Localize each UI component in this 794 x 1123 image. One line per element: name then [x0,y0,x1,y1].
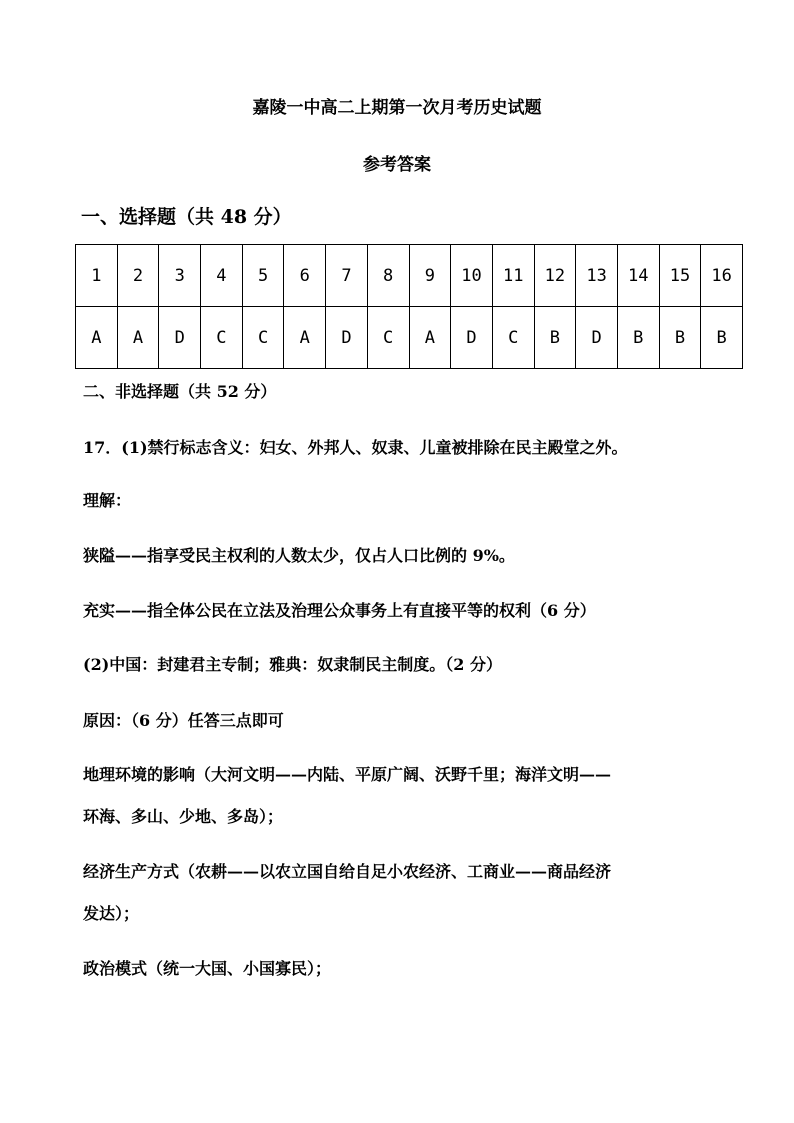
answer-cell: D [326,307,368,369]
document-subtitle: 参考答案 [363,155,431,175]
question-number-cell: 5 [242,245,284,307]
answer-cell: A [76,307,118,369]
answer-line: 原因：（6 分）任答三点即可 [83,711,284,730]
question-number-cell: 15 [659,245,701,307]
question-number-cell: 13 [576,245,618,307]
question-number-cell: 16 [701,245,743,307]
answer-line: 经济生产方式（农耕——以农立国自给自足小农经济、工商业——商品经济 [83,862,612,881]
answer-cell: D [159,307,201,369]
answer-line: 17．(1)禁行标志含义：妇女、外邦人、奴隶、儿童被排除在民主殿堂之外。 [83,438,628,457]
question-number-cell: 9 [409,245,451,307]
answer-line: 狭隘——指享受民主权利的人数太少，仅占人口比例的 9%。 [83,546,515,565]
question-number-cell: 1 [76,245,118,307]
question-number-cell: 4 [201,245,243,307]
section-heading-nonchoice: 二、非选择题（共 52 分） [83,382,277,401]
question-number-cell: 3 [159,245,201,307]
answer-table-answer-row [76,307,743,369]
question-number-cell: 11 [492,245,534,307]
answer-table-number-row [76,245,743,307]
answer-cell: B [534,307,576,369]
answer-line: 理解： [83,491,132,510]
answer-cell: B [659,307,701,369]
answer-cell: C [492,307,534,369]
section-heading-choice: 一、选择题（共 48 分） [81,206,292,228]
answer-cell: C [367,307,409,369]
answer-line: 发达）； [83,904,140,923]
answer-cell: A [117,307,159,369]
answer-cell: A [284,307,326,369]
question-number-cell: 12 [534,245,576,307]
answer-table [75,244,743,369]
answer-line: 充实——指全体公民在立法及治理公众事务上有直接平等的权利（6 分） [83,601,596,620]
answer-cell: D [451,307,493,369]
answer-cell: C [242,307,284,369]
answer-line: (2)中国：封建君主专制；雅典：奴隶制民主制度。（2 分） [83,655,502,674]
answer-cell: B [617,307,659,369]
question-number-cell: 6 [284,245,326,307]
question-number-cell: 8 [367,245,409,307]
answer-line: 政治模式（统一大国、小国寡民）； [83,959,332,978]
answer-line: 环海、多山、少地、多岛）； [83,807,284,826]
document-title: 嘉陵一中高二上期第一次月考历史试题 [252,98,542,118]
answer-cell: B [701,307,743,369]
question-number-cell: 7 [326,245,368,307]
answer-line: 地理环境的影响（大河文明——内陆、平原广阔、沃野千里；海洋文明—— [83,765,612,784]
question-number-cell: 10 [451,245,493,307]
question-number-cell: 14 [617,245,659,307]
answer-cell: C [201,307,243,369]
answer-cell: A [409,307,451,369]
question-number-cell: 2 [117,245,159,307]
answer-cell: D [576,307,618,369]
